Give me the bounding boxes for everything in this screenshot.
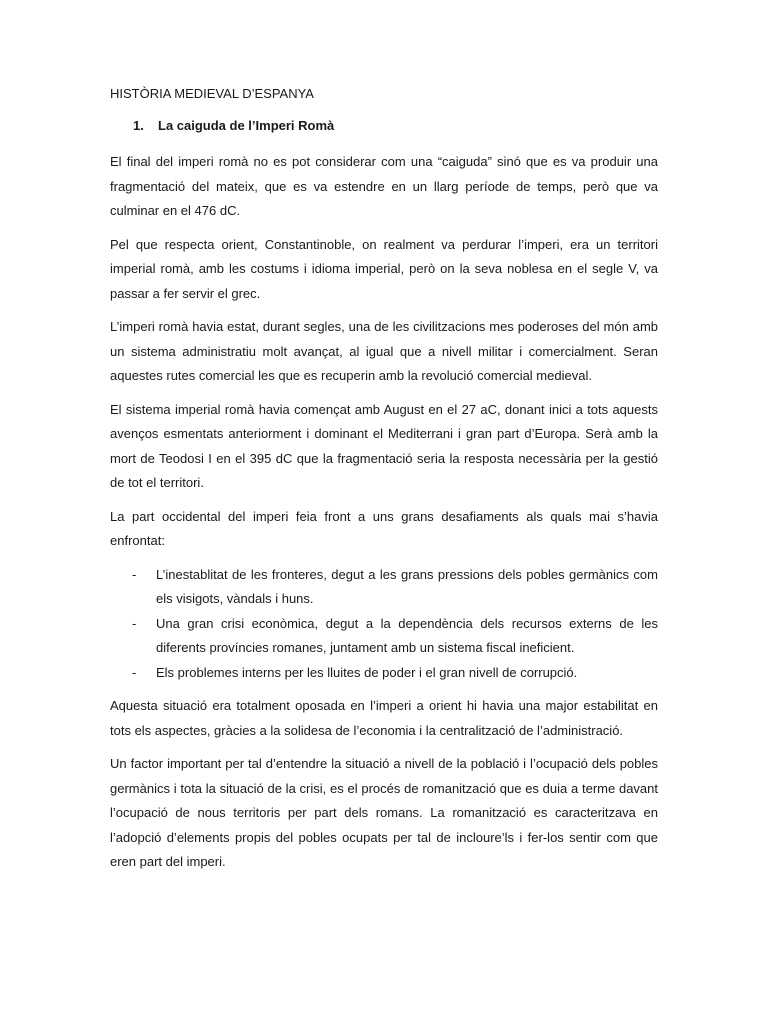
bullet-dash: - (132, 664, 137, 680)
list-item-text: L’inestablitat de les fronteres, degut a les grans pressions dels pobles germànics com els visigots, vàndals i huns. (156, 566, 658, 606)
list-item (110, 563, 658, 612)
section-heading-text: La caiguda de l’Imperi Romà (158, 118, 335, 133)
paragraph: El final del imperi romà no es pot considerar com una “caiguda” sinó que es va produir una fragmentació del mateix, que es va estendre en un llarg període de temps, però que va culminar en el 476 dC. (110, 154, 658, 218)
bullet-list (110, 563, 658, 686)
document-page (110, 84, 658, 884)
paragraph: Aquesta situació era totalment oposada en l’imperi a orient hi havia una major estabilitat en tots els aspectes, gràcies a la solidesa de l’economia i la centralització de l’administració. (110, 698, 658, 738)
list-item (110, 661, 658, 686)
paragraph: Pel que respecta orient, Constantinoble, on realment va perdurar l’imperi, era un territori imperial romà, amb les costums i idioma imperial, però on la seva noblesa en el segle V, va passar a fer servir el grec. (110, 236, 658, 301)
paragraph: El sistema imperial romà havia començat amb August en el 27 aC, donant inici a tots aquests avenços esmentats anteriorment i dominant el Mediterrani i gran part d’Europa. Serà amb la mort de Teodosi I en el 395 dC que la fragmentació seria la resposta necessària per la gestió de tot el territori. (110, 401, 658, 490)
paragraph: Un factor important per tal d’entendre la situació a nivell de la població i l’ocupació dels pobles germànics i tota la situació de la crisi, es el procés de romanització que es duia a terme davant l’ocupació de nous territoris per part dels romans. La romanització es caracteritzava en l’adopció d’elements propis del pobles ocupats per tal de incloure’ls i fer-los sentir com que eren part del imperi. (110, 756, 658, 869)
bullet-dash: - (132, 566, 137, 582)
list-item (110, 612, 658, 661)
list-item-text: Una gran crisi econòmica, degut a la dependència dels recursos externs de les diferents províncies romanes, juntament amb un sistema fiscal ineficient. (156, 615, 658, 655)
paragraph: L’imperi romà havia estat, durant segles, una de les civilitzacions mes poderoses del món amb un sistema administratiu molt avançat, al igual que a nivell militar i comercialment. Seran aquestes rutes comercial les que es recuperin amb la revolució comercial medieval. (110, 319, 658, 383)
paragraph: La part occidental del imperi feia front a uns grans desafiaments als quals mai s’havia enfrontat: (110, 508, 658, 548)
list-item-text: Els problemes interns per les lluites de poder i el gran nivell de corrupció. (156, 664, 578, 680)
bullet-dash: - (132, 615, 137, 631)
document-title: HISTÒRIA MEDIEVAL D’ESPANYA (110, 86, 314, 101)
section-heading (110, 116, 658, 136)
section-number: 1. (133, 118, 144, 133)
